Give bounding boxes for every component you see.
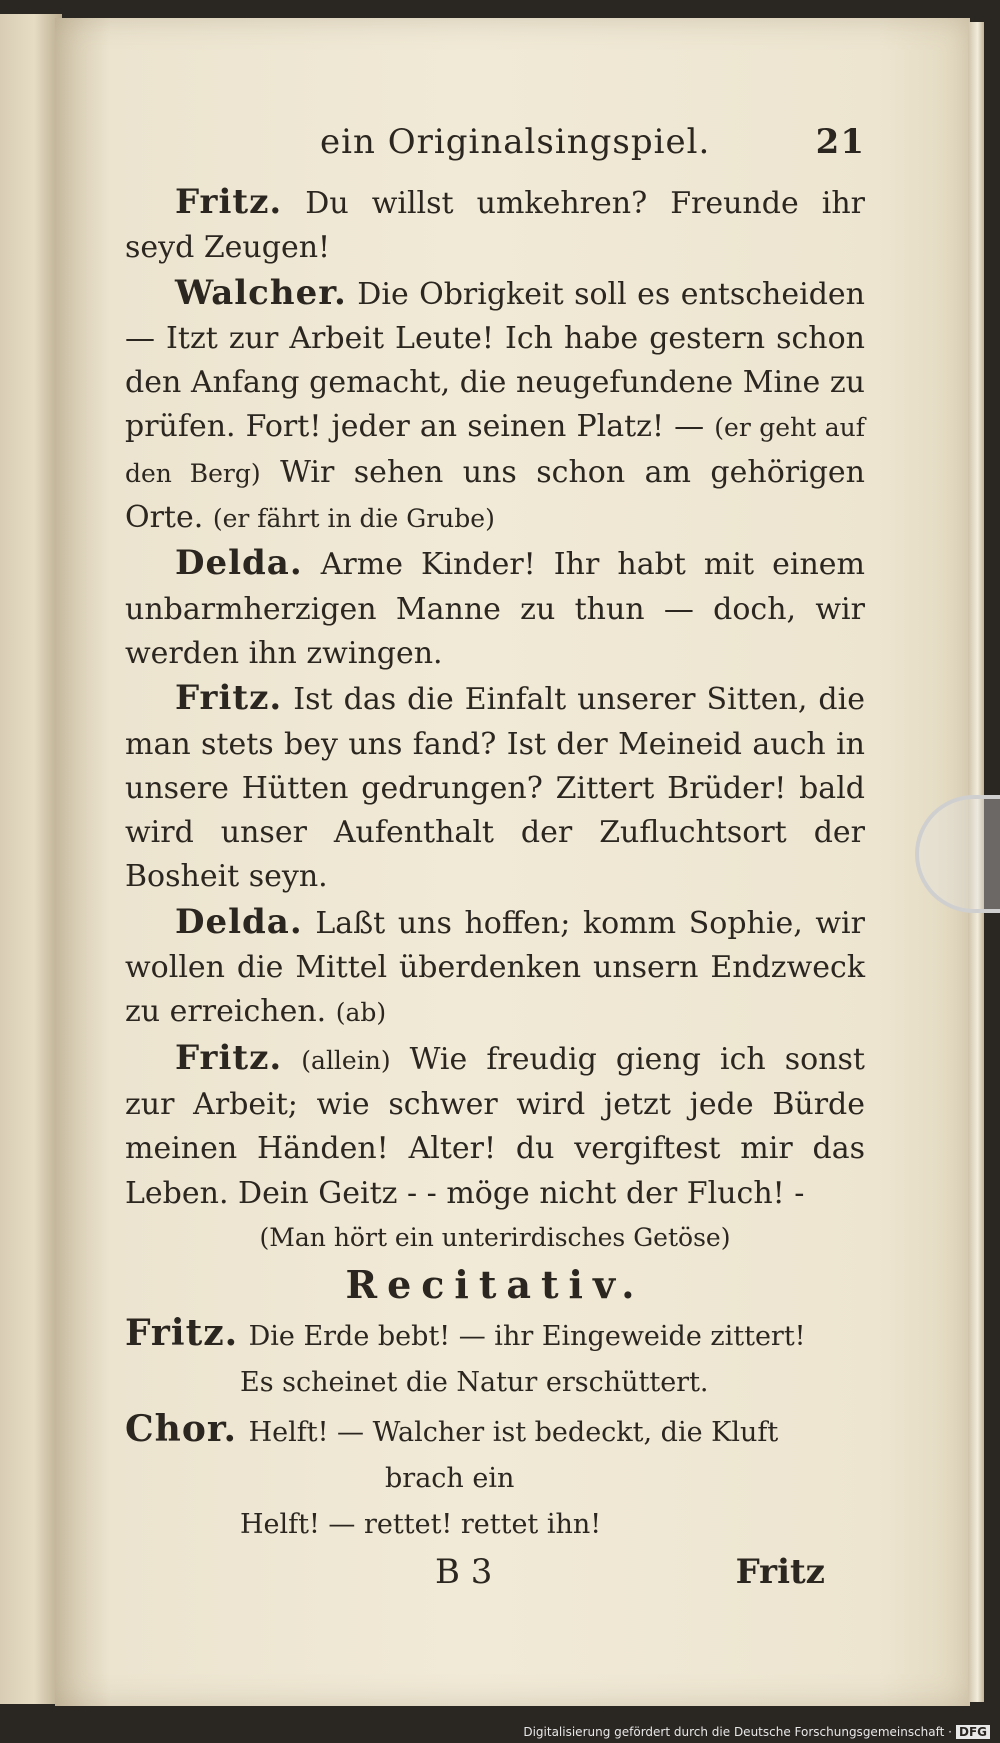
dialogue-paragraph [125,271,865,542]
speaker-name: Walcher. [175,272,347,313]
catchword: Fritz [735,1552,825,1593]
catchword-line [125,1552,865,1602]
dialogue-paragraph [125,676,865,899]
stage-direction: (Man hört ein unterirdisches Getöse) [259,1222,731,1252]
page-text [125,110,865,1602]
verse-line [125,1406,865,1456]
stage-note: (er fährt in die Grube) [212,504,495,534]
verse-line [125,1310,865,1360]
dialogue-paragraph [125,900,865,1036]
dialogue-paragraph [125,180,865,271]
verse-line: Helft! — rettet! rettet ihn! [240,1509,602,1541]
verse-line: Es scheinet die Natur erschüttert. [240,1367,709,1399]
left-page-edge [0,14,62,1704]
page-number: 21 [815,122,865,162]
recitativ-heading: Recitativ. [345,1262,645,1308]
stage-note: (er geht auf den Berg) [125,413,865,488]
verse-text: Die Erde bebt! — ihr Eingeweide zittert! [248,1321,806,1353]
dialogue-text: Die Obrigkeit soll es entscheiden — Itzt zur Arbeit Leute! Ich habe gestern schon den Anfang gemacht, die neugefundene Mine zu prüfen. Fort! jeder an seinen Platz! — [125,276,865,445]
credit-text: Digitalisierung gefördert durch die Deutsche Forschungsgemeinschaft · [523,1725,952,1739]
speaker-name: Fritz. [175,182,283,222]
dialogue-text: Wir sehen uns schon am gehörigen Orte. [125,454,865,536]
speaker-name: Delda. [175,901,303,942]
dialogue-paragraph [125,1036,865,1216]
speaker-name: Chor. [125,1408,238,1451]
dialogue-text: Du willst umkehren? Freunde ihr seyd Zeugen! [125,186,865,266]
dialogue-text: Wie freudig gieng ich sonst zur Arbeit; wie schwer wird jetzt jede Bürde meinen Händen! Alter! du vergiftest mir das Leben. Dein Geitz - - möge nicht der Fluch! - [125,1041,865,1211]
speaker-name: Delda. [175,543,303,584]
stage-note: (ab) [335,998,387,1028]
dialogue-text: Arme Kinder! Ihr habt mit einem unbarmherzigen Manne zu thun — doch, wir werden ihn zwingen. [125,547,865,671]
dialogue-text: Ist das die Einfalt unserer Sitten, die man stets bey uns fand? Ist der Meineid auch in unsere Hütten gedrungen? Zittert Brüder! bald wird unser Aufenthalt der Zufluchtsort der Bosheit seyn. [125,682,865,895]
dialogue-text: Laßt uns hoffen; komm Sophie, wir wollen die Mittel überdenken unsern Endzweck zu erreichen. [125,905,865,1030]
dialogue-paragraph [125,541,865,676]
running-header [125,110,865,180]
stage-note: (allein) [301,1045,391,1075]
signature-mark: B 3 [435,1552,493,1593]
speaker-name: Fritz. [125,1312,239,1355]
dfg-logo: DFG [956,1725,990,1739]
digitization-credit [523,1725,990,1739]
speaker-name: Fritz. [175,678,283,719]
verse-text: Helft! — Walcher ist bedeckt, die Kluft [248,1417,779,1449]
speaker-name: Fritz. [175,1037,283,1078]
running-title: ein Originalsingspiel. [320,122,711,162]
verse-line: brach ein [385,1463,515,1495]
